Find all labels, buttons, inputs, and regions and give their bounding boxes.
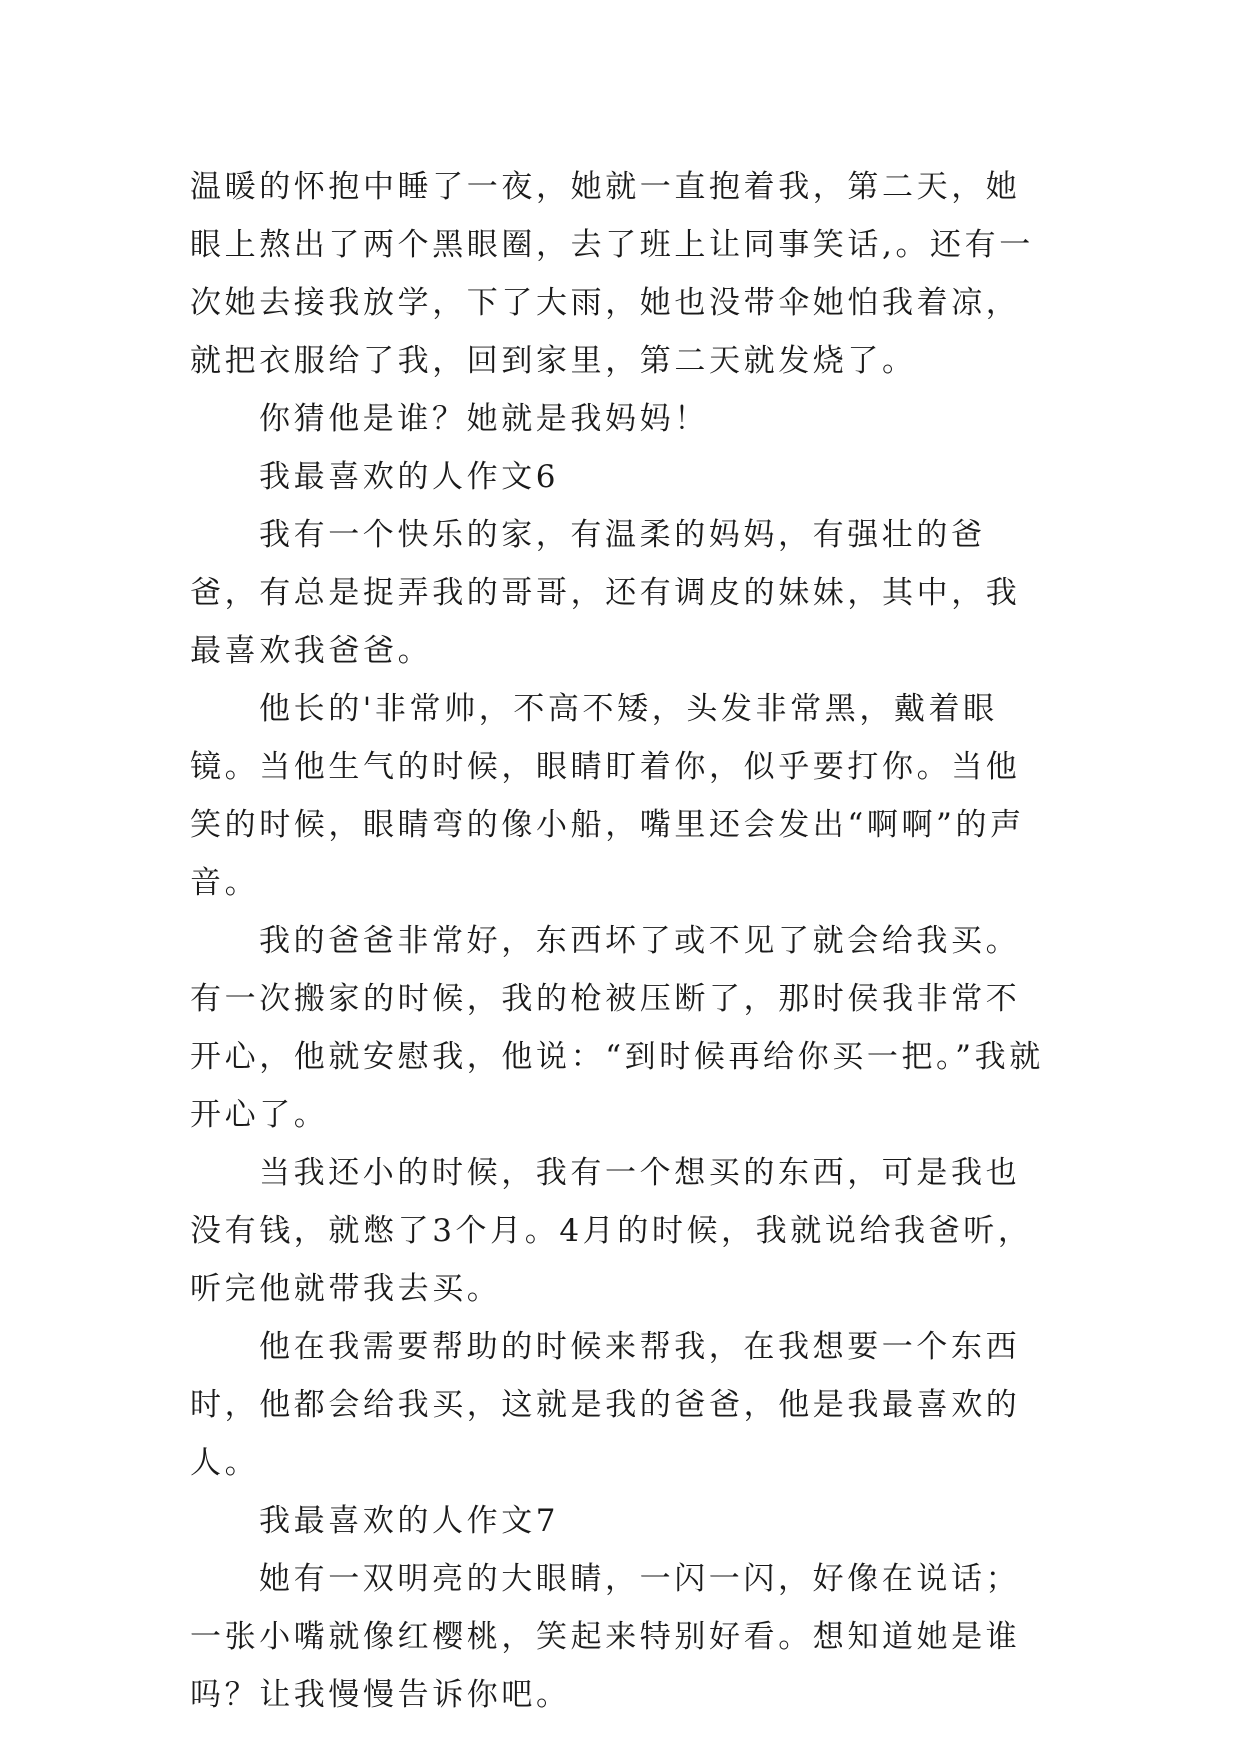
paragraph: 我的爸爸非常好，东西坏了或不见了就会给我买。有一次搬家的时候，我的枪被压断了，那时侯我非常不开心，他就安慰我，他说：“到时候再给你买一把。”我就开心了。 [190, 923, 1044, 1133]
paragraph: 他长的'非常帅，不高不矮，头发非常黑，戴着眼镜。当他生气的时候，眼睛盯着你，似乎要打你。当他笑的时候，眼睛弯的像小船，嘴里还会发出“啊啊”的声音。 [190, 691, 1025, 901]
paragraph: 当我还小的时候，我有一个想买的东西，可是我也没有钱，就憋了3个月。4月的时候，我就说给我爸听，听完他就带我去买。 [190, 1155, 1033, 1307]
paragraph: 她有一双明亮的大眼睛，一闪一闪，好像在说话；一张小嘴就像红樱桃，笑起来特别好看。想知道她是谁吗？让我慢慢告诉你吧。 [190, 1561, 1021, 1713]
paragraph-continuation: 温暖的怀抱中睡了一夜，她就一直抱着我，第二天，她眼上熬出了两个黑眼圈，去了班上让同事笑话,。还有一次她去接我放学，下了大雨，她也没带伞她怕我着凉，就把衣服给了我，回到家里，第二天就发烧了。 [190, 169, 1034, 379]
document-body [190, 158, 1050, 1724]
essay-heading: 我最喜欢的人作文6 [259, 459, 560, 495]
paragraph: 你猜他是谁？她就是我妈妈！ [259, 401, 709, 437]
paragraph: 我有一个快乐的家，有温柔的妈妈，有强壮的爸爸，有总是捉弄我的哥哥，还有调皮的妹妹，其中，我最喜欢我爸爸。 [190, 517, 1021, 669]
essay-heading: 我最喜欢的人作文7 [259, 1503, 560, 1539]
paragraph: 他在我需要帮助的时候来帮我，在我想要一个东西时，他都会给我买，这就是我的爸爸，他是我最喜欢的人。 [190, 1329, 1021, 1481]
